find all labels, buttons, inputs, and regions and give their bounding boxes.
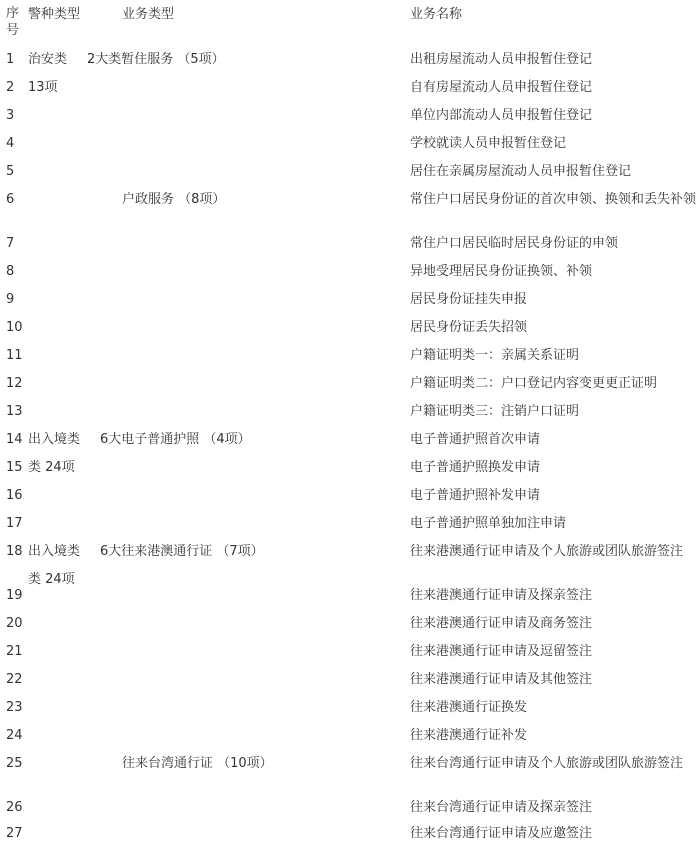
row-business-name: 往来港澳通行证申请及商务签注 (410, 616, 593, 631)
row-seq: 25 (6, 756, 23, 771)
row-seq: 26 (6, 800, 23, 815)
row-business-name: 单位内部流动人员申报暂住登记 (410, 108, 593, 123)
row-business-type: 户政服务 （8项） (122, 192, 226, 207)
row-business-name: 户籍证明类一：亲属关系证明 (410, 348, 580, 363)
row-business-type: 6大电子普通护照 （4项） (100, 432, 251, 447)
row-police-type: 治安类 (28, 52, 68, 67)
row-business-name: 居民身份证挂失申报 (410, 292, 528, 307)
row-business-name: 往来台湾通行证申请及个人旅游或团队旅游签注 (410, 756, 684, 771)
row-police-type: 类 24项 (28, 572, 75, 587)
row-seq: 24 (6, 728, 23, 743)
row-seq: 11 (6, 348, 23, 363)
row-business-name: 自有房屋流动人员申报暂住登记 (410, 80, 593, 95)
row-business-name: 电子普通护照补发申请 (410, 488, 541, 503)
row-seq: 13 (6, 404, 23, 419)
row-business-name: 户籍证明类二：户口登记内容变更更正证明 (410, 376, 658, 391)
row-business-name: 出租房屋流动人员申报暂住登记 (410, 52, 593, 67)
row-business-name: 常住户口居民身份证的首次申领、换领和丢失补领 (410, 192, 696, 207)
row-seq: 4 (6, 136, 15, 151)
row-seq: 12 (6, 376, 23, 391)
row-police-type: 类 24项 (28, 460, 75, 475)
row-seq: 21 (6, 644, 23, 659)
row-police-type: 13项 (28, 80, 58, 95)
row-business-name: 往来台湾通行证申请及探亲签注 (410, 800, 593, 815)
row-seq: 7 (6, 236, 15, 251)
row-seq: 23 (6, 700, 23, 715)
row-business-name: 异地受理居民身份证换领、补领 (410, 264, 593, 279)
row-business-name: 往来港澳通行证申请及其他签注 (410, 672, 593, 687)
header-seq: 序号 (6, 6, 20, 38)
row-business-name: 电子普通护照单独加注申请 (410, 516, 567, 531)
row-seq: 9 (6, 292, 15, 307)
row-seq: 8 (6, 264, 15, 279)
row-seq: 20 (6, 616, 23, 631)
header-business-type: 业务类型 (122, 7, 175, 22)
row-seq: 1 (6, 52, 15, 67)
row-seq: 15 (6, 460, 23, 475)
row-business-name: 往来港澳通行证换发 (410, 700, 528, 715)
row-business-name: 往来港澳通行证申请及逗留签注 (410, 644, 593, 659)
row-seq: 5 (6, 164, 15, 179)
row-business-name: 往来台湾通行证申请及应邀签注 (410, 826, 593, 841)
row-business-name: 常住户口居民临时居民身份证的申领 (410, 236, 619, 251)
header-police-type: 警种类型 (28, 7, 81, 22)
row-seq: 22 (6, 672, 23, 687)
row-seq: 10 (6, 320, 23, 335)
row-seq: 6 (6, 192, 15, 207)
row-police-type: 出入境类 (28, 432, 81, 447)
row-seq: 27 (6, 826, 23, 841)
header-business-name: 业务名称 (410, 7, 463, 22)
row-business-type: 6大往来港澳通行证 （7项） (100, 544, 264, 559)
row-business-name: 居住在亲属房屋流动人员申报暂住登记 (410, 164, 632, 179)
row-police-type: 出入境类 (28, 544, 81, 559)
row-seq: 17 (6, 516, 23, 531)
row-business-type: 往来台湾通行证 （10项） (122, 756, 273, 771)
row-seq: 18 (6, 544, 23, 559)
row-business-name: 学校就读人员申报暂住登记 (410, 136, 567, 151)
row-business-name: 居民身份证丢失招领 (410, 320, 528, 335)
row-seq: 3 (6, 108, 15, 123)
row-seq: 19 (6, 588, 23, 603)
row-business-name: 往来港澳通行证申请及个人旅游或团队旅游签注 (410, 544, 684, 559)
row-business-name: 电子普通护照换发申请 (410, 460, 541, 475)
row-seq: 14 (6, 432, 23, 447)
row-business-name: 户籍证明类三：注销户口证明 (410, 404, 580, 419)
row-business-name: 往来港澳通行证补发 (410, 728, 528, 743)
row-seq: 2 (6, 80, 15, 95)
row-business-type: 2大类暂住服务 （5项） (87, 52, 225, 67)
row-business-name: 电子普通护照首次申请 (410, 432, 541, 447)
row-seq: 16 (6, 488, 23, 503)
row-business-name: 往来港澳通行证申请及探亲签注 (410, 588, 593, 603)
